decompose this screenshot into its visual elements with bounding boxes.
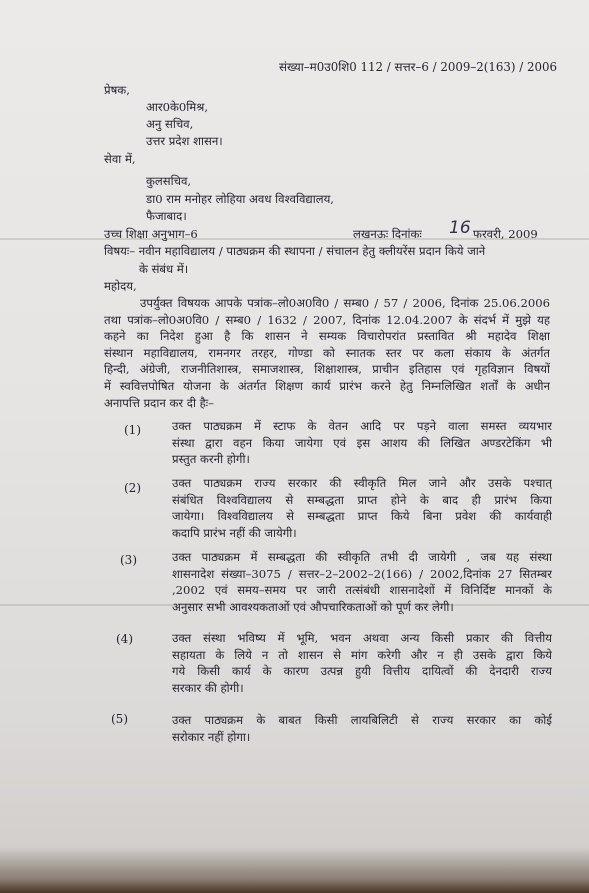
condition-line: संस्था द्वारा वहन किया जायेगा एवं इस आशय की लिखित अण्डरटेकिंग भी	[172, 435, 552, 450]
salutation: महोदय,	[104, 279, 137, 293]
condition-line: संबंधित विश्वविद्यालय से सम्बद्धता प्राप्त होने के बाद ही प्रारंभ किया	[172, 492, 552, 507]
body-line: संस्थान महाविद्यालय, रामनगर तरहर, गोण्डा को स्नातक स्तर पर कला संकाय के अंतर्गत	[104, 345, 550, 360]
handwritten-day: 16	[449, 218, 471, 238]
condition-line: उक्त पाठ्यक्रम राज्य सरकार की स्वीकृति मिल जाने और उसके पश्चात्	[172, 476, 552, 490]
reference-number: संख्या–म0उ0शि0 112 / सत्तर–6 / 2009–2(163) / 2006	[279, 60, 557, 74]
body-line: तथा पत्रांक–लो0अ0वि0 / सम्ब0 / 1632 / 2007, दिनांक 12.04.2007 के संदर्भ में मुझे यह	[104, 312, 550, 327]
condition-text	[172, 418, 552, 468]
condition-number: (3)	[120, 553, 137, 567]
body-line: कहने का निदेश हुआ है कि शासन ने सम्यक विचारोपरांत प्रस्तावित श्री महादेव शिक्षा	[104, 329, 550, 344]
condition-text	[172, 475, 552, 541]
condition-line: सहायता के लिये न तो शासन से मांग करेगी और न ही उसके द्वारा किये	[172, 647, 552, 662]
body-line: में स्ववित्तपोषित योजना के अंतर्गत शिक्षण कार्य प्रारंभ करने हेतु निम्नलिखित शर्तों के अधीन	[104, 378, 550, 393]
recipient-label: सेवा में,	[104, 152, 136, 166]
condition-number: (1)	[124, 423, 141, 437]
recipient-city: फैजाबाद।	[146, 209, 187, 223]
condition-line: सरकार की होगी।	[172, 680, 244, 695]
condition-line: अनुसार सभी आवश्यकताओं एवं औपचारिकताओं को पूर्ण कर लेगी।	[172, 599, 454, 614]
condition-text	[172, 630, 552, 696]
condition-line: सरोकार नहीं होगा।	[172, 729, 251, 744]
section-name: उच्च शिक्षा अनुभाग–6	[104, 227, 198, 241]
body-paragraph	[104, 295, 550, 411]
condition-line: उक्त पाठ्यक्रम में स्टाफ के वेतन आदि पर पड़ने वाला समस्त व्ययभार	[172, 419, 552, 433]
condition-line: उक्त पाठ्यक्रम में सम्बद्धता की स्वीकृति तभी दी जायेगी , जब यह संस्था	[172, 550, 552, 564]
condition-text	[172, 712, 552, 745]
photo-shadow	[0, 847, 589, 893]
condition-line: जायेगा। विश्वविद्यालय से सम्बद्धता प्राप्त किये बिना प्रवेश की कार्यवाही	[172, 509, 552, 524]
condition-line: कदापि प्रारंभ नहीं की जायेगी।	[172, 525, 297, 540]
condition-line: गये किसी कार्य के कारण उत्पन्न हुयी वित्तीय दायित्वों की देनदारी राज्य	[172, 664, 552, 679]
condition-line: उक्त संस्था भविष्य में भूमि, भवन अथवा अन्य किसी प्रकार की वित्तीय	[172, 631, 552, 645]
sender-label: प्रेषक,	[104, 83, 130, 97]
sender-name: आर0के0मिश्र,	[146, 100, 209, 114]
condition-text	[172, 549, 552, 615]
body-line: अनापत्ति प्रदान कर दी हैः–	[104, 395, 214, 410]
condition-line: प्रस्तुत करनी होगी।	[172, 452, 250, 467]
condition-line: शासनादेश संख्या–3075 / सत्तर–2–2002–2(166) / 2002,दिनांक 27 सितम्बर	[172, 566, 552, 581]
place-date-month-year: फरवरी, 2009	[473, 227, 538, 241]
recipient-designation: कुलसचिव,	[146, 174, 192, 188]
condition-number: (5)	[111, 712, 128, 726]
place-date-prefix: लखनऊः दिनांकः	[353, 227, 422, 241]
recipient-university: डा0 राम मनोहर लोहिया अवध विश्वविद्यालय,	[146, 192, 334, 206]
condition-number: (4)	[116, 632, 133, 646]
subject-line-2: के संबंध में।	[139, 262, 189, 276]
condition-line: उक्त पाठ्यक्रम के बाबत किसी लायबिलिटी से राज्य सरकार का कोई	[172, 713, 552, 727]
body-line: हिन्दी, अंग्रेजी, राजनीतिशास्त्र, समाजशास्त्र, शिक्षाशास्त्र, प्राचीन इतिहास एवं गृहविज्ञान विषयों	[104, 362, 550, 377]
body-line: उपर्युक्त विषयक आपके पत्रांक–लो0अ0वि0 / सम्ब0 / 57 / 2006, दिनांक 25.06.2006	[140, 296, 550, 310]
condition-number: (2)	[124, 481, 141, 495]
condition-line: ,2002 एवं समय–समय पर जारी तत्संबंधी शासनादेशों में विनिर्दिष्ट मानकों के	[172, 583, 552, 598]
sender-office: उत्तर प्रदेश शासन।	[146, 134, 223, 148]
subject-line-1: विषयः– नवीन महाविद्यालय / पाठ्यक्रम की स्थापना / संचालन हेतु क्लीयरेंस प्रदान किये जाने	[104, 244, 486, 258]
sender-designation: अनु सचिव,	[146, 117, 194, 131]
